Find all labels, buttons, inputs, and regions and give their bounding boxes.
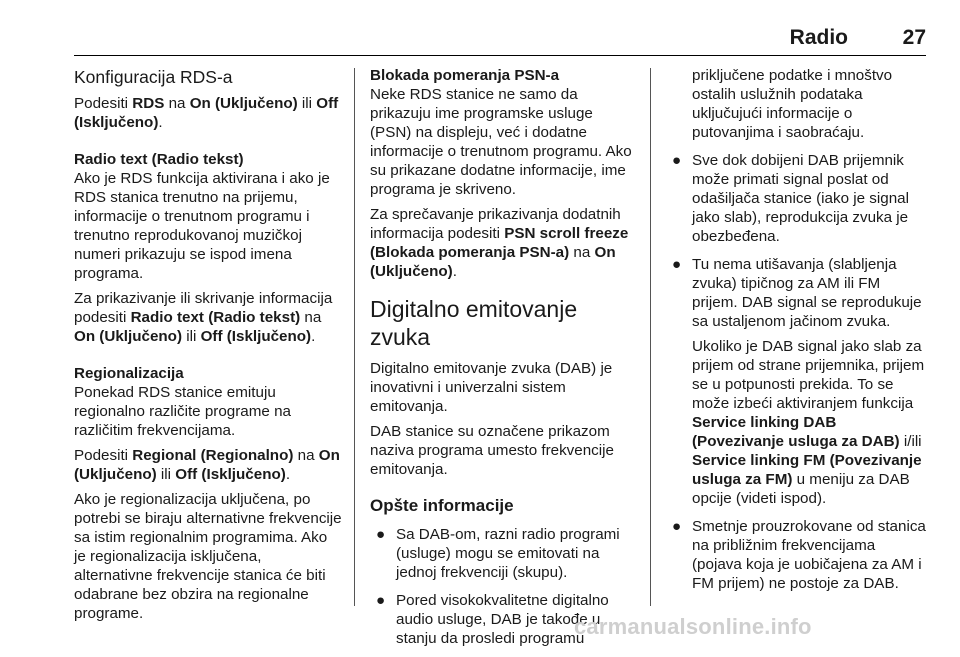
subheading-general-info: Opšte informacije	[370, 496, 514, 515]
dab-paragraph-2: DAB stanice su označene prikazom naziva programa umesto frekvencije emitovanja.	[370, 423, 614, 478]
list-item: ● Sa DAB-om, razni radio programi (usluge) mogu se emitovati na jednoj frekvenciji (skupu).	[376, 526, 620, 581]
bullet-icon: ●	[672, 256, 682, 273]
bullet-icon: ●	[672, 518, 682, 535]
section-heading-dab: Digitalno emitovanje zvuka	[370, 296, 578, 350]
column-3	[666, 66, 928, 602]
psn-setting: Za sprečavanje prikazivanja dodatnih informacija podesiti PSN scroll freeze (Blokada pomeranja PSN-a) na On (Uključeno).	[370, 206, 629, 280]
chapter-title: Radio	[789, 26, 848, 49]
regional-paragraph-1: Ponekad RDS stanice emituju regionalno različite programe na različitim frekvencijama.	[74, 384, 291, 439]
section-heading-rds: Konfiguracija RDS-a	[74, 67, 233, 87]
regional-paragraph-3: Ako je regionalizacija uključena, po potrebi se biraju alternativne frekvencije sa istim regionalnim programima. Ako je regionalizacija isključena, alternativne frekvencije stanica će biti odabrane bez obzira na regionalne programe.	[74, 491, 342, 622]
list-item: ● Pored visokokvalitetne digitalno audio usluge, DAB je takođe u stanju da prosledi programu	[376, 592, 609, 647]
rds-intro: Podesiti RDS na On (Uključeno) ili Off (Isključeno).	[74, 95, 339, 131]
list-item-continued: priključene podatke i mnoštvo ostalih uslužnih podataka uključujući informacije o putovanjima i saobraćaju.	[692, 67, 893, 141]
psn-paragraph: Neke RDS stanice ne samo da prikazuju ime programske usluge (PSN) na displeju, već i dodatne informacije o trenutnom programu. Ako su prikazane dodatne informacije, ime programa je skriveno.	[370, 86, 632, 198]
column-2	[370, 66, 632, 657]
bullet-icon: ●	[376, 526, 386, 543]
bullet-icon: ●	[376, 592, 386, 609]
list-item: ● Smetnje prouzrokovane od stanica na približnim frekvencijama (pojava koja je uobičajena za AM i FM prijem) ne postoje za DAB.	[672, 518, 926, 592]
regional-setting: Podesiti Regional (Regionalno) na On (Uključeno) ili Off (Isključeno).	[74, 447, 340, 483]
subheading-radio-text: Radio text (Radio tekst)	[74, 151, 244, 168]
watermark: carmanualsonline.info	[574, 614, 812, 639]
column-divider-1	[354, 68, 355, 606]
dab-paragraph-1: Digitalno emitovanje zvuka (DAB) je inovativni i univerzalni sistem emitovanja.	[370, 360, 613, 415]
bullet-icon: ●	[672, 152, 682, 169]
column-divider-2	[650, 68, 651, 606]
subheading-psn: Blokada pomeranja PSN-a	[370, 67, 560, 84]
subheading-regional: Regionalizacija	[74, 365, 184, 382]
page-header	[0, 0, 960, 56]
radio-text-paragraph: Ako je RDS funkcija aktivirana i ako je RDS stanica trenutno na prijemu, informacije o trenutnom programu i trenutno reprodukovanoj muzičkoj numeri prikazuju se ispod imena programa.	[74, 170, 330, 282]
page-number: 27	[902, 26, 926, 49]
radio-text-setting: Za prikazivanje ili skrivanje informacija podesiti Radio text (Radio tekst) na On (Uključeno) ili Off (Isključeno).	[74, 290, 333, 345]
column-1	[74, 66, 342, 629]
list-item: ● Sve dok dobijeni DAB prijemnik može primati signal poslat od odašiljača stanice (iako je signal jako slab), reprodukcija zvuka je obezbeđena.	[672, 152, 909, 245]
list-item: ● Tu nema utišavanja (slabljenja zvuka) tipičnog za AM ili FM prijem. DAB signal se reprodukuje sa ustaljenom jačinom zvuka. Ukoliko je DAB signal jako slab za prijem od strane prijemnika, prijem se u potpunosti prekida. To se može izbeći aktiviranjem funkcija Service linking DAB (Povezivanje usluga za DAB) i/ili Service linking FM (Povezivanje usluga za FM) u meniju za DAB opcije (videti ispod).	[672, 256, 925, 507]
header-rule	[74, 55, 926, 56]
general-info-list-cont	[666, 66, 928, 593]
